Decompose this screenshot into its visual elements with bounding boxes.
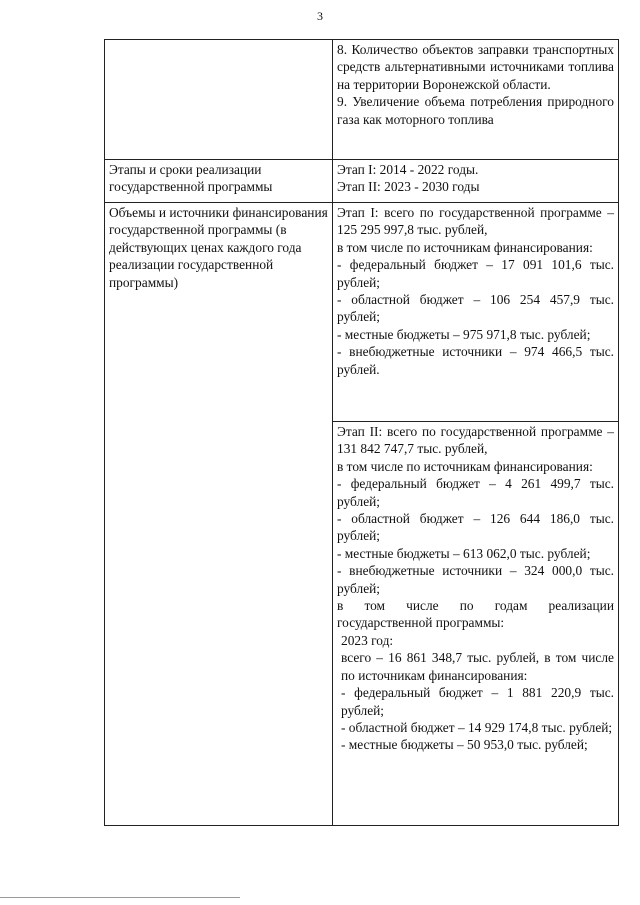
indicator-8: 8. Количество объектов заправки транспортных средств альтернативными источниками топлива на территории Воронежской области. (337, 42, 614, 92)
row-value-cell (333, 40, 619, 160)
stage-1-total: Этап I: всего по государственной программе – 125 295 997,8 тыс. рублей, (337, 205, 614, 238)
stage-1-local: - местные бюджеты – 975 971,8 тыс. рублей; (337, 326, 591, 342)
stage-1-sources-heading: в том числе по источникам финансирования: (337, 239, 593, 255)
year-2023-total: всего – 16 861 348,7 тыс. рублей, в том числе по источникам финансирования: (341, 650, 614, 683)
stage-1-federal: - федеральный бюджет – 17 091 101,6 тыс. рублей; (337, 257, 614, 290)
table-row (105, 203, 619, 422)
row-value-cell (333, 422, 619, 826)
stage-2-by-years-heading: в том числе по годам реализации государственной программы: (337, 598, 614, 631)
row-label-cell (105, 422, 333, 826)
footer-divider (0, 897, 240, 898)
table-row (105, 422, 619, 826)
stage-2-period: Этап II: 2023 - 2030 годы (337, 179, 480, 195)
program-passport-table (104, 39, 619, 826)
row-value-cell (333, 203, 619, 422)
row-label-cell (105, 40, 333, 160)
table-row (105, 40, 619, 160)
stage-2-total: Этап II: всего по государственной программе – 131 842 747,7 тыс. рублей, (337, 424, 614, 457)
stage-2-sources-heading: в том числе по источникам финансирования: (337, 458, 593, 474)
stage-2-regional: - областной бюджет – 126 644 186,0 тыс. рублей; (337, 511, 614, 544)
year-2023-heading: 2023 год: (341, 632, 394, 648)
table-row (105, 160, 619, 203)
year-2023-local: - местные бюджеты – 50 953,0 тыс. рублей; (341, 737, 588, 753)
indicator-9: 9. Увеличение объема потребления природного газа как моторного топлива (337, 94, 614, 127)
stage-2-federal: - федеральный бюджет – 4 261 499,7 тыс. рублей; (337, 476, 614, 509)
stage-1-extrabudgetary: - внебюджетные источники – 974 466,5 тыс. рублей. (337, 344, 614, 377)
year-2023-federal: - федеральный бюджет – 1 881 220,9 тыс. рублей; (341, 685, 614, 718)
stage-2-extrabudgetary: - внебюджетные источники – 324 000,0 тыс. рублей; (337, 563, 614, 596)
stage-2-local: - местные бюджеты – 613 062,0 тыс. рублей; (337, 545, 591, 561)
stage-1-period: Этап I: 2014 - 2022 годы. (337, 162, 479, 177)
row-value-cell (333, 160, 619, 203)
stage-1-regional: - областной бюджет – 106 254 457,9 тыс. рублей; (337, 292, 614, 325)
row-label-cell: Объемы и источники финансирования государственной программы (в действующих ценах каждого года реализации государственной программы) (105, 203, 333, 422)
year-2023-regional: - областной бюджет – 14 929 174,8 тыс. рублей; (341, 719, 613, 735)
row-label-cell: Этапы и сроки реализации государственной программы (105, 160, 333, 203)
page-number: 3 (317, 9, 323, 23)
